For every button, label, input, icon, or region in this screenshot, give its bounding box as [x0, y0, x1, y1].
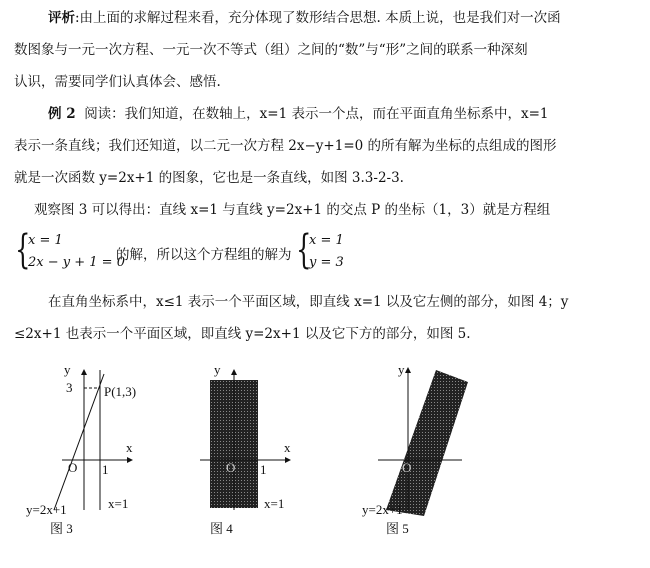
analysis-text-1: :由上面的求解过程来看，充分体现了数形结合思想. 本质上说，也是我们对一次函: [75, 10, 561, 26]
figure-5-region: [386, 370, 468, 516]
figure-5-line-label: y=2x+1: [362, 502, 403, 517]
system-2-eq-1: x = 1: [309, 233, 344, 248]
figure-4-caption: 图 4: [210, 521, 233, 536]
paragraph-1-line-1: [48, 8, 561, 28]
figure-5-y-label: y: [398, 362, 405, 377]
figure-3-caption: 图 3: [50, 521, 73, 536]
example-2-line-2: 表示一条直线；我们还知道，以二元一次方程 2x−y+1=0 的所有解为坐标的点组成的图形: [14, 138, 557, 154]
analysis-label: 评析: [48, 10, 75, 26]
figure-3-line1-label: y=2x+1: [26, 502, 67, 517]
system-2-eq-2: y = 3: [309, 255, 344, 270]
figure-3-tick-1: 1: [102, 462, 109, 477]
example-2-line-3: 就是一次函数 y=2x+1 的图象，它也是一条直线，如图 3.3-2-3.: [14, 170, 404, 186]
system-1-brace: {: [15, 227, 31, 273]
figure-3-origin-label: O: [68, 460, 78, 475]
figure-3-x-label: x: [126, 440, 133, 455]
figure-4-tick-1: 1: [260, 462, 267, 477]
observe-line-1: 观察图 3 可以得出：直线 x=1 与直线 y=2x+1 的交点 P 的坐标（1，3）就是方程组: [34, 202, 551, 218]
figure-4: [190, 360, 350, 550]
figure-5-graph: [356, 360, 536, 550]
system-1-eq-1: x = 1: [28, 233, 63, 248]
region-line-2: ≤2x+1 也表示一个平面区域，即直线 y=2x+1 以及它下方的部分，如图 5.: [14, 326, 471, 342]
example-2-line-1: [48, 104, 549, 124]
figure-5: [356, 360, 536, 550]
paragraph-1-line-2: 数图象与一元一次方程、一元一次不等式（组）之间的“数”与“形”之间的联系一种深刻: [14, 42, 528, 58]
figure-3-line-y2x1: [54, 374, 104, 510]
figure-3: [20, 360, 180, 550]
figure-3-y-label: y: [64, 362, 71, 377]
example-text-1: 阅读：我们知道，在数轴上，x=1 表示一个点，而在平面直角坐标系中，x=1: [84, 106, 549, 122]
figure-4-y-label: y: [214, 362, 221, 377]
paragraph-1-line-3: 认识，需要同学们认真体会、感悟.: [14, 74, 221, 90]
example-label: 例 2: [48, 106, 76, 122]
figure-5-caption: 图 5: [386, 521, 409, 536]
figure-3-point-label: P(1,3): [104, 384, 137, 399]
figure-4-origin-label: O: [226, 460, 236, 475]
system-2-brace: {: [296, 227, 312, 273]
observe-middle-text: 的解，所以这个方程组的解为: [116, 247, 292, 263]
figure-3-tick-3: 3: [66, 380, 73, 395]
figure-3-line2-label: x=1: [108, 496, 129, 511]
figure-5-origin-label: O: [402, 460, 412, 475]
system-1-eq-2: 2x − y + 1 = 0: [28, 255, 125, 270]
region-line-1: 在直角坐标系中，x≤1 表示一个平面区域，即直线 x=1 以及它左侧的部分，如图 4；y: [48, 294, 569, 310]
figure-4-line-label: x=1: [264, 496, 285, 511]
figure-4-x-label: x: [284, 440, 291, 455]
figure-3-graph: [20, 360, 180, 550]
